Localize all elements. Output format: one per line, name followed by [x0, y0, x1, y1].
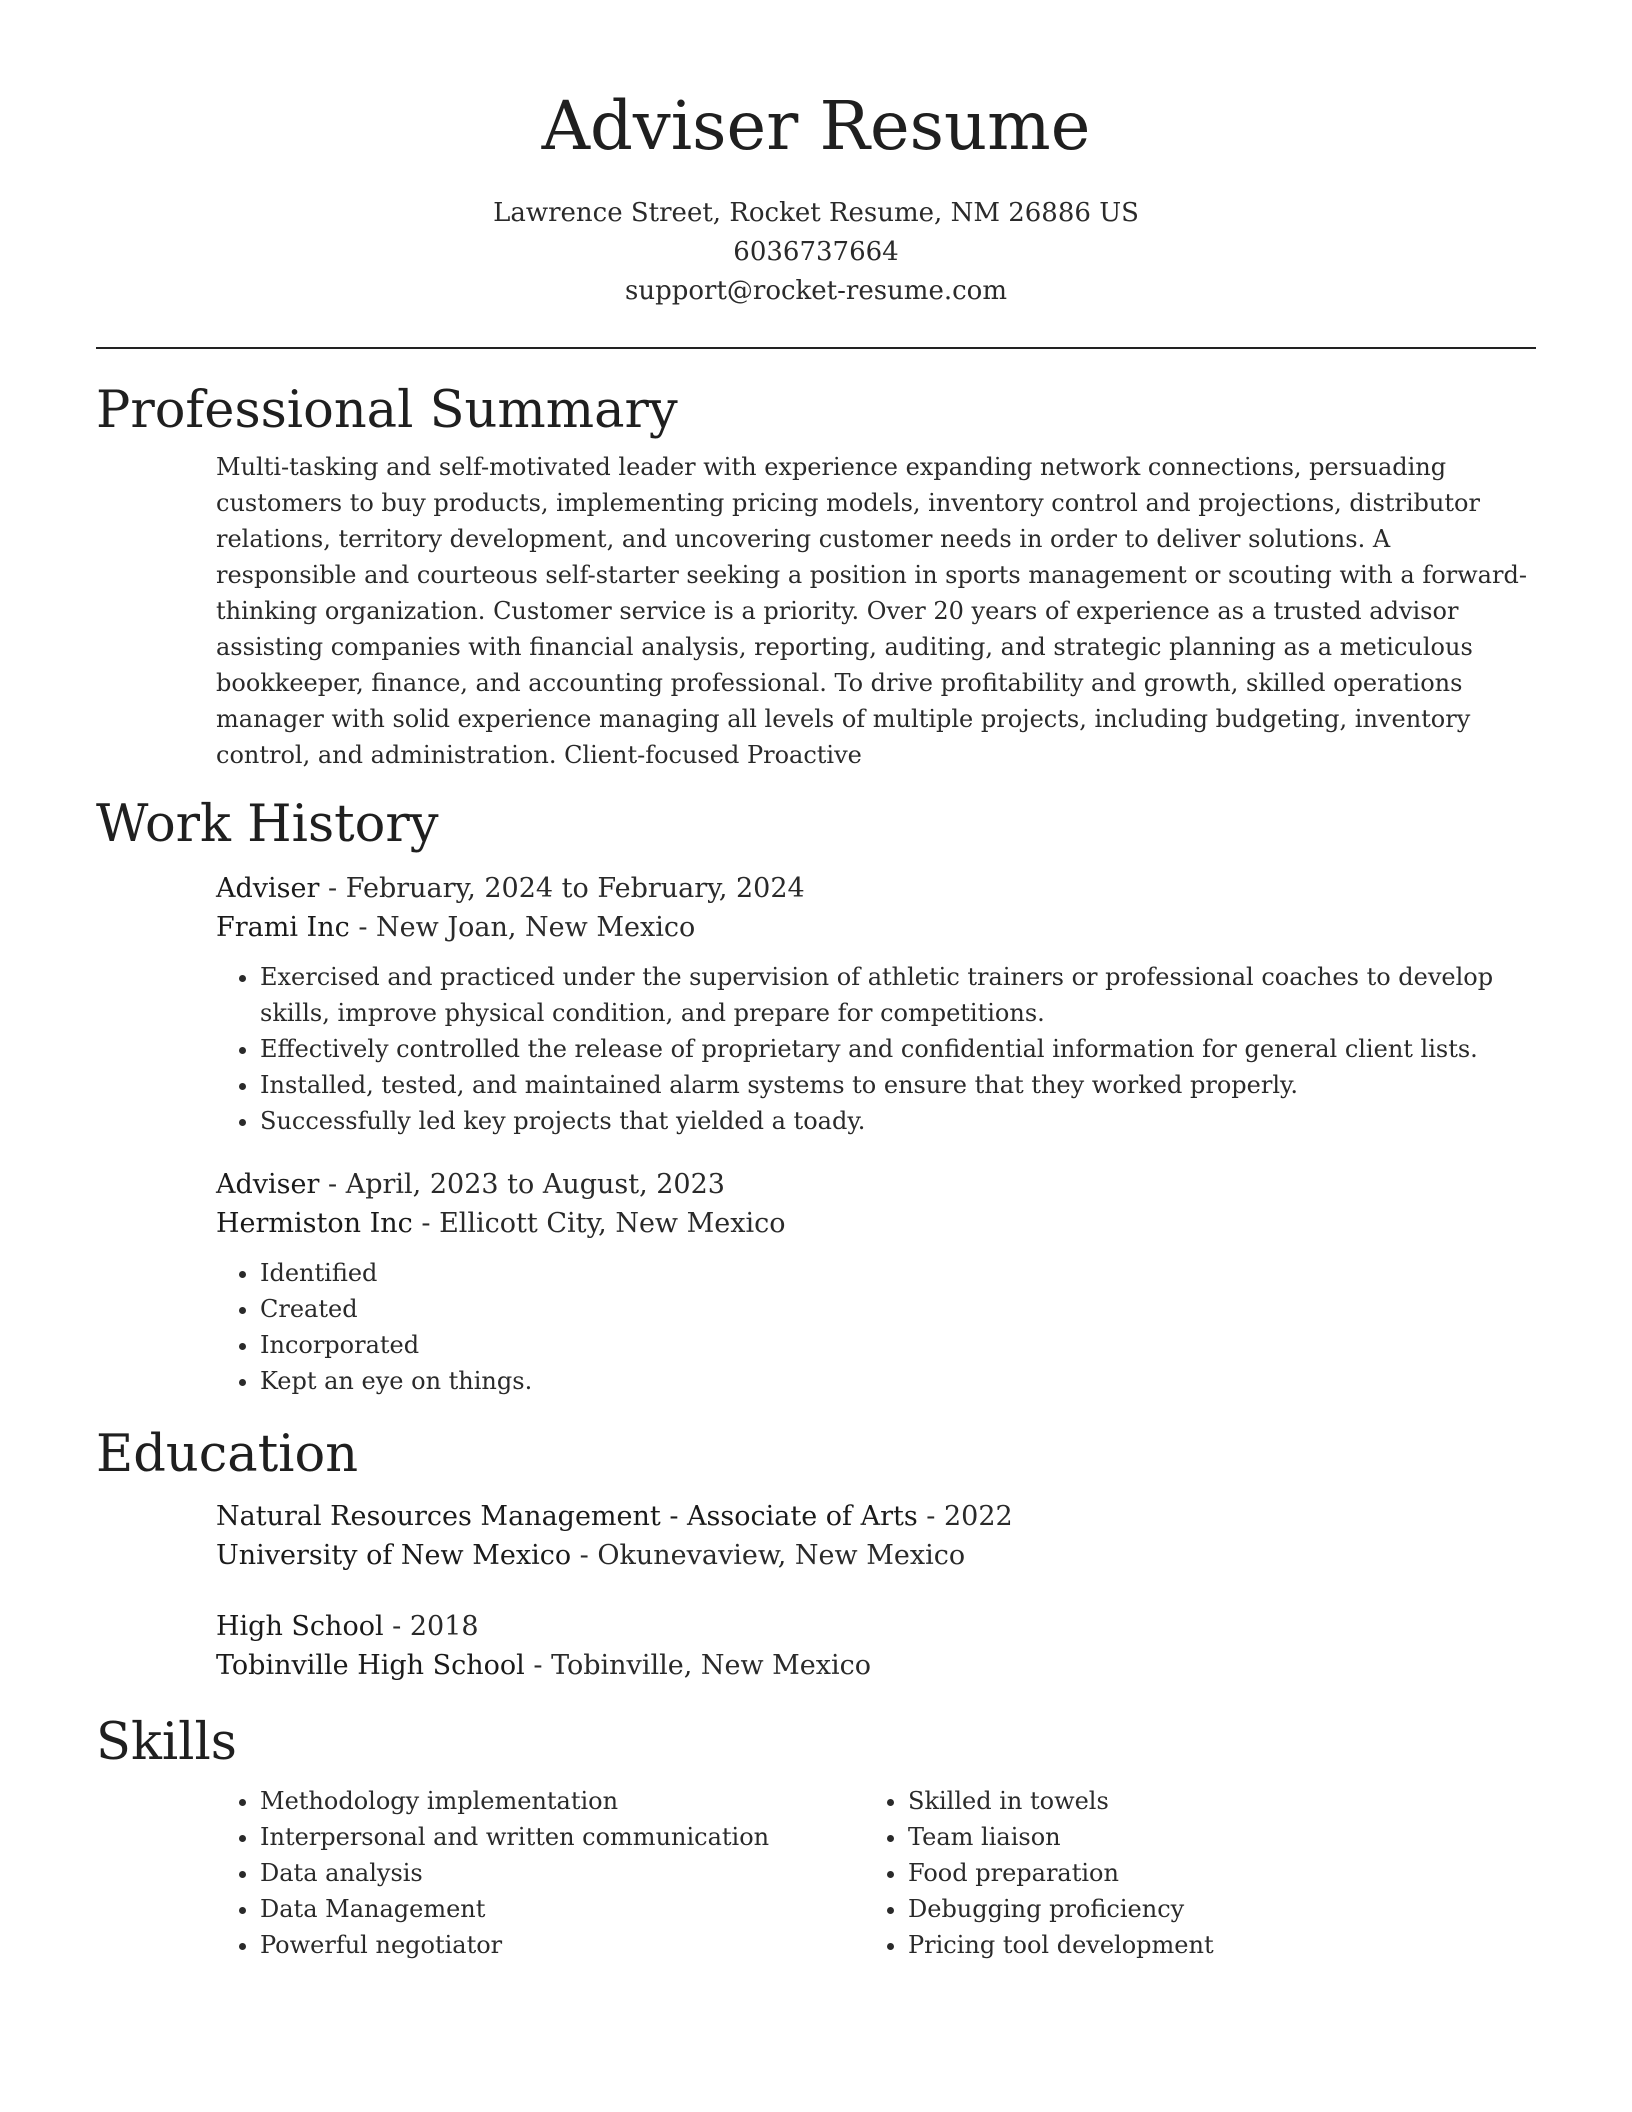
education-location: - Tobinville, New Mexico: [524, 1650, 872, 1681]
contact-address: Lawrence Street, Rocket Resume, NM 26886 US: [493, 198, 1139, 228]
job-entry: [216, 869, 1536, 1139]
contact-email: support@rocket-resume.com: [624, 276, 1007, 306]
education-location: - Okunevaview, New Mexico: [571, 1540, 966, 1571]
skill-item: • Team liaison: [908, 1819, 1512, 1855]
job-location: - Ellicott City, New Mexico: [412, 1208, 786, 1239]
work-history-section: [96, 793, 1536, 1399]
job-company: Frami Inc: [216, 912, 350, 943]
job-location: - New Joan, New Mexico: [349, 912, 696, 943]
education-year: - 2022: [917, 1501, 1013, 1532]
contact-phone: 6036737664: [733, 237, 899, 267]
education-school-line: [216, 1536, 1536, 1575]
job-title-line: [216, 1165, 1536, 1204]
skills-column-left: [216, 1783, 864, 1963]
skill-item: • Powerful negotiator: [260, 1927, 864, 1963]
skills-list: [864, 1783, 1512, 1963]
skills-column-right: [864, 1783, 1512, 1963]
job-title-line: [216, 869, 1536, 908]
job-company-line: [216, 1204, 1536, 1243]
header-divider: [96, 347, 1536, 349]
job-duty-item: • Created: [260, 1291, 1536, 1327]
section-title-skills: Skills: [96, 1713, 237, 1772]
section-title-summary: Professional Summary: [96, 381, 678, 440]
job-duty-item: • Incorporated: [260, 1327, 1536, 1363]
job-dates: - February, 2024 to February, 2024: [319, 873, 805, 904]
job-duties-list: [216, 1255, 1536, 1399]
education-section: [96, 1423, 1536, 1685]
skill-item: • Skilled in towels: [908, 1783, 1512, 1819]
education-school: Tobinville High School: [216, 1650, 525, 1681]
job-role: Adviser: [216, 1169, 320, 1200]
skill-item: • Methodology implementation: [260, 1783, 864, 1819]
job-dates: - April, 2023 to August, 2023: [319, 1169, 725, 1200]
section-title-education: Education: [96, 1425, 359, 1484]
skills-grid: [216, 1783, 1536, 1963]
skill-item: • Pricing tool development: [908, 1927, 1512, 1963]
job-company: Hermiston Inc: [216, 1208, 413, 1239]
education-school-line: [216, 1646, 1536, 1685]
education-entry: [216, 1497, 1536, 1575]
job-entry: [216, 1165, 1536, 1399]
skill-item: • Food preparation: [908, 1855, 1512, 1891]
job-duty-item: • Installed, tested, and maintained alarm systems to ensure that they worked properly.: [260, 1067, 1536, 1103]
job-role: Adviser: [216, 873, 320, 904]
skill-item: • Interpersonal and written communication: [260, 1819, 864, 1855]
job-duties-list: [216, 959, 1536, 1139]
contact-info: [96, 194, 1536, 311]
education-school: University of New Mexico: [216, 1540, 572, 1571]
skills-list: [216, 1783, 864, 1963]
education-degree-line: [216, 1497, 1536, 1536]
skill-item: • Data analysis: [260, 1855, 864, 1891]
education-degree: Natural Resources Management - Associate of Arts: [216, 1501, 918, 1532]
education-degree: High School: [216, 1611, 384, 1642]
job-duty-item: • Effectively controlled the release of proprietary and confidential information for general client lists.: [260, 1031, 1536, 1067]
skill-item: • Debugging proficiency: [908, 1891, 1512, 1927]
job-duty-item: • Exercised and practiced under the supervision of athletic trainers or professional coaches to develop skills, improve physical condition, and prepare for competitions.: [260, 959, 1536, 1031]
education-year: - 2018: [383, 1611, 479, 1642]
summary-text: Multi-tasking and self-motivated leader with experience expanding network connections, persuading customers to buy products, implementing pricing models, inventory control and projections, distributor relations, territory development, and uncovering customer needs in order to deliver solutions. A responsible and courteous self-starter seeking a position in sports management or scouting with a forward-thinking organization. Customer service is a priority. Over 20 years of experience as a trusted advisor assisting companies with financial analysis, reporting, auditing, and strategic planning as a meticulous bookkeeper, finance, and accounting professional. To drive profitability and growth, skilled operations manager with solid experience managing all levels of multiple projects, including budgeting, inventory control, and administration. Client-focused Proactive: [216, 453, 1527, 769]
skills-section: [96, 1711, 1536, 1963]
job-duty-item: • Successfully led key projects that yielded a toady.: [260, 1103, 1536, 1139]
education-degree-line: [216, 1607, 1536, 1646]
professional-summary-section: [96, 379, 1536, 773]
resume-title: Adviser Resume: [541, 87, 1091, 165]
job-duty-item: • Identified: [260, 1255, 1536, 1291]
skill-item: • Data Management: [260, 1891, 864, 1927]
job-company-line: [216, 908, 1536, 947]
education-entry: [216, 1607, 1536, 1685]
resume-header: [96, 0, 1536, 349]
section-title-work-history: Work History: [96, 795, 439, 854]
job-duty-item: • Kept an eye on things.: [260, 1363, 1536, 1399]
